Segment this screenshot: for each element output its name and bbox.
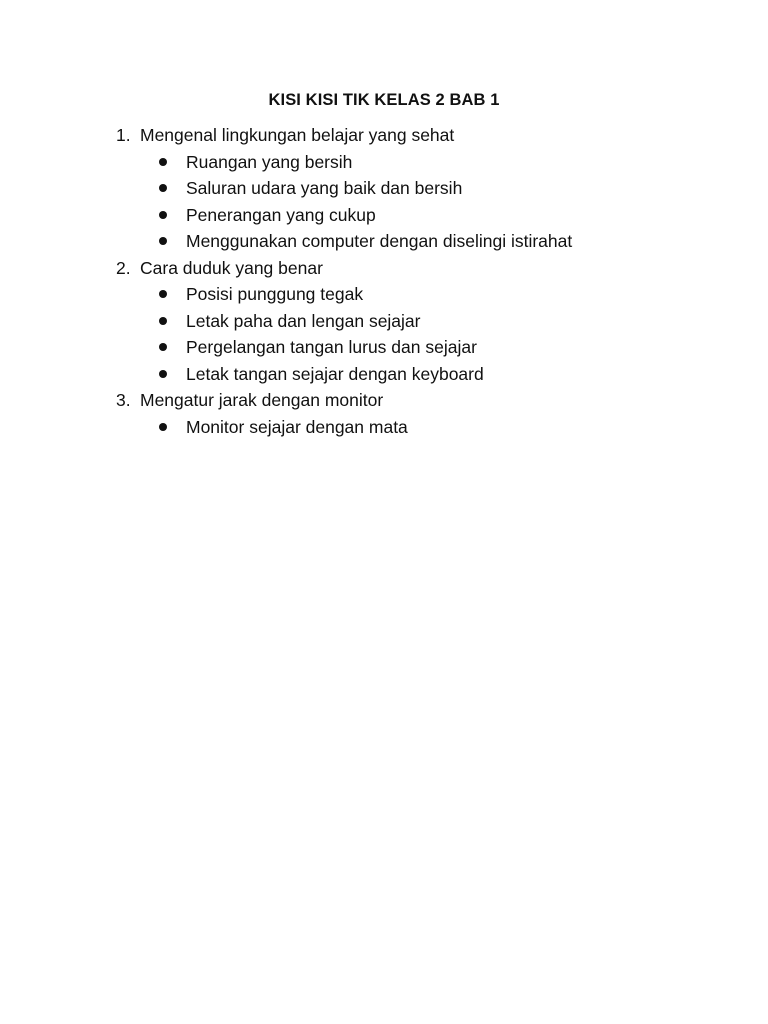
list-item-text: Penerangan yang cukup	[186, 204, 376, 225]
bullet-icon	[159, 237, 167, 245]
bullet-icon	[159, 423, 167, 431]
bullet-list	[116, 149, 736, 255]
bullet-list	[116, 281, 736, 387]
bullet-icon	[159, 158, 167, 166]
section-3	[116, 387, 736, 440]
bullet-icon	[159, 370, 167, 378]
list-item-text: Posisi punggung tegak	[186, 284, 364, 304]
outline-list	[116, 122, 736, 440]
list-item	[116, 308, 736, 335]
bullet-icon	[159, 343, 167, 351]
section-label: Cara duduk yang benar	[140, 257, 323, 278]
list-item-text: Saluran udara yang baik dan bersih	[186, 178, 463, 198]
list-item	[116, 414, 736, 441]
bullet-icon	[159, 184, 167, 192]
list-item	[116, 281, 736, 308]
section-number: 1.	[116, 125, 131, 145]
list-item-text: Ruangan yang bersih	[186, 151, 353, 172]
list-item-text: Monitor sejajar dengan mata	[186, 416, 408, 437]
list-item-text: Letak tangan sejajar dengan keyboard	[186, 363, 484, 384]
list-item	[116, 228, 736, 255]
section-heading	[116, 387, 736, 414]
list-item	[116, 202, 736, 229]
list-item	[116, 361, 736, 388]
bullet-icon	[159, 211, 167, 219]
list-item-text: Menggunakan computer dengan diselingi istirahat	[186, 231, 573, 251]
section-2	[116, 255, 736, 388]
section-label: Mengatur jarak dengan monitor	[140, 390, 384, 410]
bullet-icon	[159, 317, 167, 325]
section-heading	[116, 122, 736, 149]
bullet-icon	[159, 290, 167, 298]
list-item	[116, 149, 736, 176]
section-label: Mengenal lingkungan belajar yang sehat	[140, 125, 455, 145]
section-number: 2.	[116, 257, 131, 278]
bullet-list	[116, 414, 736, 441]
list-item-text: Letak paha dan lengan sejajar	[186, 310, 421, 331]
document-title: KISI KISI TIK KELAS 2 BAB 1	[268, 91, 500, 109]
list-item-text: Pergelangan tangan lurus dan sejajar	[186, 337, 477, 357]
section-number: 3.	[116, 390, 131, 410]
list-item	[116, 334, 736, 361]
list-item	[116, 175, 736, 202]
section-heading	[116, 255, 736, 282]
section-1	[116, 122, 736, 255]
